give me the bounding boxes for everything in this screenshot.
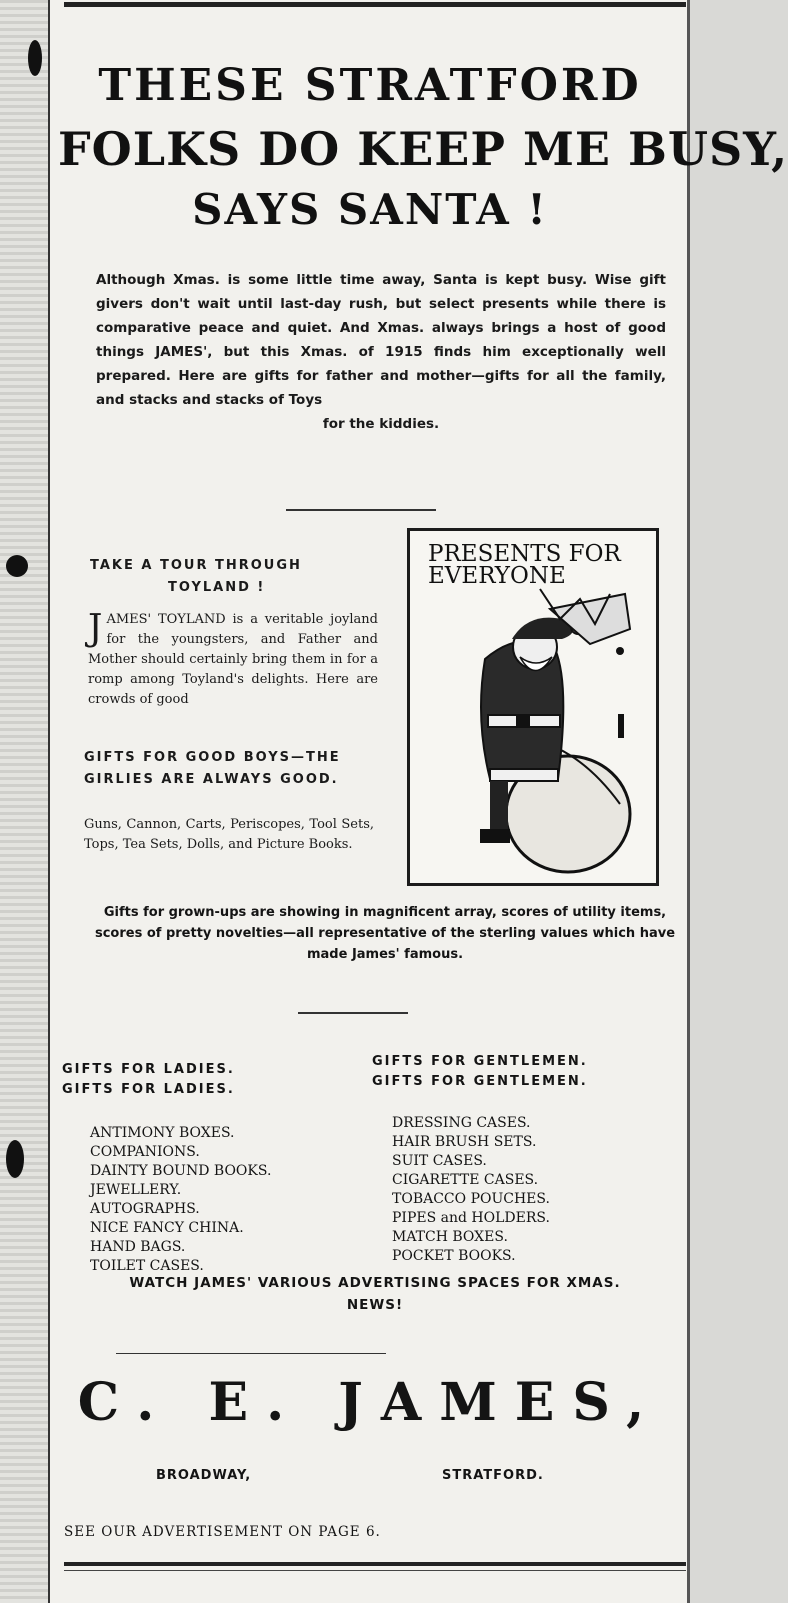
boys-heading-line-1: GIFTS FOR GOOD BOYS—THE: [84, 750, 341, 765]
ink-blot: [6, 555, 28, 577]
list-item: NICE FANCY CHINA.: [90, 1220, 244, 1236]
ladies-heading: [62, 1060, 235, 1100]
boys-heading: [84, 747, 404, 791]
toyland-heading-line-2: TOYLAND !: [168, 580, 266, 595]
watch-notice: [70, 1272, 680, 1316]
ladies-list: [90, 1124, 271, 1276]
intro-text: Although Xmas. is some little time away, Santa is kept busy. Wise gift givers don't wait until last-day rush, but select presents while there is comparative peace and quiet. And Xmas. always brings a host of good things JAMES', but this Xmas. of 1915 finds him exceptionally well prepared. Here are gifts for father and mother—gifts for all the family, and stacks and stacks of Toys: [96, 272, 666, 408]
list-item: TOBACCO POUCHES.: [392, 1191, 550, 1207]
ink-blot: [6, 1140, 24, 1178]
list-item: MATCH BOXES.: [392, 1229, 508, 1245]
boys-heading-line-2: GIRLIES ARE ALWAYS GOOD.: [84, 772, 339, 787]
toyland-paragraph: [88, 610, 378, 710]
headline-line-2: FOLKS DO KEEP ME BUSY,: [58, 122, 788, 176]
headline-line-3: SAYS SANTA !: [192, 185, 548, 234]
ad-title-line-2: EVERYONE: [428, 563, 566, 589]
grownups-paragraph: Gifts for grown-ups are showing in magnificent array, scores of utility items, scores of pretty novelties—all representative of the sterling values which have made James' famous.: [94, 905, 676, 962]
firm-street: BROADWAY,: [156, 1468, 252, 1483]
list-item: ANTIMONY BOXES.: [90, 1125, 235, 1141]
see-advertisement-note: SEE OUR ADVERTISEMENT ON PAGE 6.: [64, 1524, 381, 1540]
bottom-border-rule-thin: [64, 1570, 686, 1571]
gentlemen-heading: [372, 1052, 588, 1092]
bottom-border-rule: [64, 1562, 686, 1566]
watch-line-2: NEWS!: [346, 1297, 404, 1313]
ad-title: [428, 543, 621, 587]
ladies-heading-2: GIFTS FOR LADIES.: [62, 1082, 235, 1097]
watch-line-1: WATCH JAMES' VARIOUS ADVERTISING SPACES FOR XMAS.: [129, 1275, 621, 1291]
ad-title-line-1: PRESENTS FOR: [428, 541, 621, 567]
list-item: HAND BAGS.: [90, 1239, 186, 1255]
advertisement-page: [48, 0, 788, 1603]
list-item: TOILET CASES.: [90, 1258, 204, 1274]
ink-blot: [28, 40, 42, 76]
intro-last-line: for the kiddies.: [322, 416, 440, 432]
left-column-bleed: [0, 0, 48, 1603]
list-item: CIGARETTE CASES.: [392, 1172, 539, 1188]
list-item: JEWELLERY.: [90, 1182, 182, 1198]
firm-town: STRATFORD.: [442, 1468, 544, 1483]
gentlemen-list: [392, 1114, 550, 1266]
boys-paragraph: Guns, Cannon, Carts, Periscopes, Tool Sets, Tops, Tea Sets, Dolls, and Picture Books.: [84, 817, 374, 852]
gentlemen-heading-2: GIFTS FOR GENTLEMEN.: [372, 1074, 588, 1089]
list-item: COMPANIONS.: [90, 1144, 200, 1160]
right-border-rule: [687, 0, 690, 1603]
ladies-heading-1: GIFTS FOR LADIES.: [62, 1062, 235, 1077]
list-item: PIPES and HOLDERS.: [392, 1210, 550, 1226]
firm-name: C. E. JAMES,: [77, 1372, 663, 1433]
list-item: DAINTY BOUND BOOKS.: [90, 1163, 272, 1179]
section-divider: [286, 509, 436, 511]
toyland-heading: [90, 555, 380, 599]
top-border-rule: [64, 2, 686, 7]
toyland-body: AMES' TOYLAND is a veritable joyland for the youngsters, and Father and Mother should certainly bring them in for a romp among Toyland's delights. Here are crowds of good: [88, 612, 378, 707]
section-divider: [116, 1353, 386, 1354]
presents-ad-box: [407, 528, 659, 886]
headline-line-1: THESE STRATFORD: [98, 60, 642, 111]
list-item: SUIT CASES.: [392, 1153, 487, 1169]
intro-paragraph: [96, 268, 666, 436]
santa-illustration: [430, 589, 640, 874]
toyland-dropcap: J: [88, 608, 103, 649]
toyland-heading-line-1: TAKE A TOUR THROUGH: [90, 558, 302, 573]
list-item: DRESSING CASES.: [392, 1115, 531, 1131]
list-item: HAIR BRUSH SETS.: [392, 1134, 537, 1150]
gentlemen-heading-1: GIFTS FOR GENTLEMEN.: [372, 1054, 588, 1069]
list-item: AUTOGRAPHS.: [90, 1201, 200, 1217]
section-divider: [298, 1012, 408, 1014]
list-item: POCKET BOOKS.: [392, 1248, 516, 1264]
